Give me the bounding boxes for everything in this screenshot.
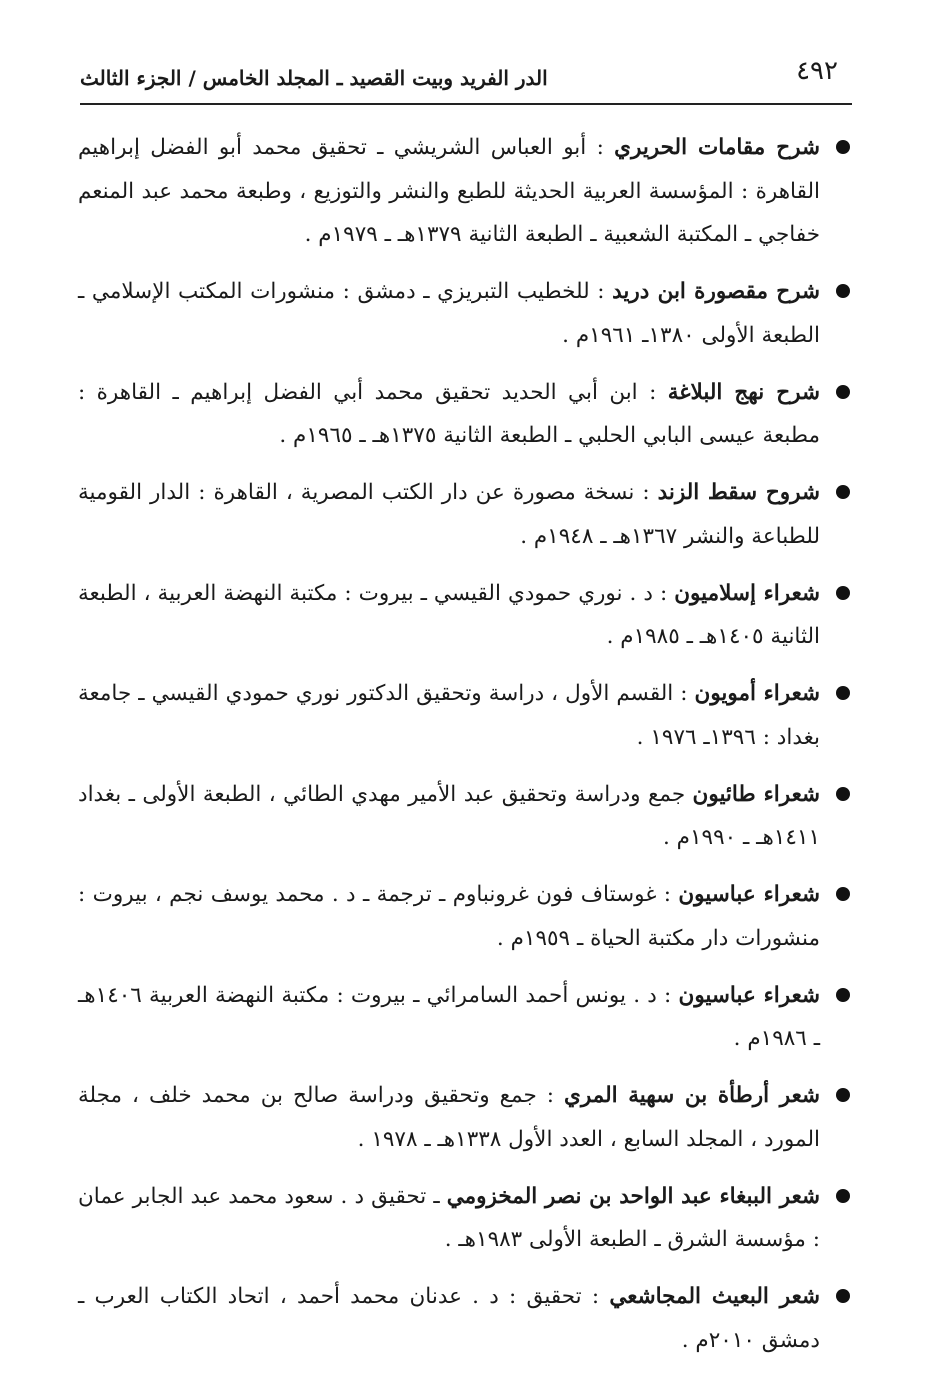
bullet-icon <box>836 1088 850 1102</box>
entry-details: : ابن أبي الحديد تحقيق محمد أبي الفضل إبراهيم ـ القاهرة : مطبعة عيسى البابي الحلبي ـ الطبعة الثانية ١٣٧٥هـ ـ ١٩٦٥م . <box>78 379 820 448</box>
bibliography-entry <box>78 1074 850 1161</box>
bibliography-entry <box>78 873 850 960</box>
bibliography-entry <box>78 126 850 257</box>
bibliography-entry <box>78 974 850 1061</box>
running-header: الدر الفريد وبيت القصيد ـ المجلد الخامس / الجزء الثالث <box>80 66 548 90</box>
bullet-icon <box>836 284 850 298</box>
entry-details: : تحقيق : د . عدنان محمد أحمد ، اتحاد الكتاب العرب ـ دمشق ٢٠١٠م . <box>78 1284 820 1353</box>
bullet-icon <box>836 1289 850 1303</box>
entry-title: شرح مقامات الحريري <box>614 135 820 160</box>
entry-details: : د . يونس أحمد السامرائي ـ بيروت : مكتبة النهضة العربية ١٤٠٦هـ ـ ١٩٨٦م . <box>78 982 820 1051</box>
entry-details: : جمع وتحقيق ودراسة صالح بن محمد خلف ، مجلة المورد ، المجلد السابع ، العدد الأول ١٣٣٨هـ ـ ١٩٧٨ . <box>78 1083 820 1152</box>
entry-details: جمع ودراسة وتحقيق عبد الأمير مهدي الطائي ، الطبعة الأولى ـ بغداد ١٤١١هـ ـ ١٩٩٠م . <box>78 781 820 850</box>
entry-details: : غوستاف فون غرونباوم ـ ترجمة ـ د . محمد يوسف نجم ، بيروت : منشورات دار مكتبة الحياة ـ ١٩٥٩م . <box>78 882 820 951</box>
bullet-icon <box>836 686 850 700</box>
bullet-icon <box>836 787 850 801</box>
entry-title: شعراء عباسيون <box>678 982 820 1008</box>
bullet-icon <box>836 887 850 901</box>
bibliography-entry <box>78 270 850 357</box>
entry-title: شرح مقصورة ابن دريد <box>612 279 820 304</box>
bibliography-entry <box>78 1275 850 1362</box>
entry-title: شعر البعيث المجاشعي <box>609 1284 820 1309</box>
bullet-icon <box>836 988 850 1002</box>
bibliography-entry <box>78 672 850 759</box>
entry-details: : للخطيب التبريزي ـ دمشق : منشورات المكتب الإسلامي ـ الطبعة الأولى ١٣٨٠ـ ١٩٦١م . <box>78 279 820 348</box>
page-number: ٤٩٢ <box>796 56 838 86</box>
entry-details: : نسخة مصورة عن دار الكتب المصرية ، القاهرة : الدار القومية للطباعة والنشر ١٣٦٧هـ ـ ١٩٤٨م . <box>78 480 820 549</box>
entry-details: : القسم الأول ، دراسة وتحقيق الدكتور نوري حمودي القيسي ـ جامعة بغداد : ١٣٩٦ـ ١٩٧٦ . <box>78 681 820 750</box>
bullet-icon <box>836 1189 850 1203</box>
entry-details: : د . نوري حمودي القيسي ـ بيروت : مكتبة النهضة العربية ، الطبعة الثانية ١٤٠٥هـ ـ ١٩٨٥م . <box>78 580 820 649</box>
bibliography-entry <box>78 371 850 458</box>
bibliography-entry <box>78 1175 850 1262</box>
entry-title: شروح سقط الزند <box>657 480 820 505</box>
bullet-icon <box>836 140 850 154</box>
bullet-icon <box>836 485 850 499</box>
bibliography-list <box>78 126 850 1376</box>
entry-details: ـ تحقيق د . سعود محمد عبد الجابر عمان : مؤسسة الشرق ـ الطبعة الأولى ١٩٨٣هـ . <box>78 1183 820 1252</box>
header-divider <box>80 103 852 105</box>
entry-title: شعراء طائيون <box>692 781 820 807</box>
entry-title: شعراء إسلاميون <box>674 580 820 606</box>
bullet-icon <box>836 385 850 399</box>
entry-details: : أبو العباس الشريشي ـ تحقيق محمد أبو الفضل إبراهيم القاهرة : المؤسسة العربية الحديثة للطبع والنشر والتوزيع ، وطبعة محمد عبد المنعم خفاجي ـ المكتبة الشعبية ـ الطبعة الثانية ١٣٧٩هـ ـ ١٩٧٩م . <box>78 135 820 247</box>
bibliography-entry <box>78 471 850 558</box>
entry-title: شعراء عباسيون <box>678 882 820 907</box>
entry-title: شعراء أمويون <box>694 681 820 706</box>
bibliography-entry <box>78 572 850 659</box>
bibliography-entry <box>78 773 850 860</box>
bullet-icon <box>836 586 850 600</box>
entry-title: شعر أرطأة بن سهية المري <box>563 1083 820 1108</box>
entry-title: شرح نهج البلاغة <box>667 379 821 405</box>
entry-title: شعر الببغاء عبد الواحد بن نصر المخزومي <box>446 1183 820 1209</box>
